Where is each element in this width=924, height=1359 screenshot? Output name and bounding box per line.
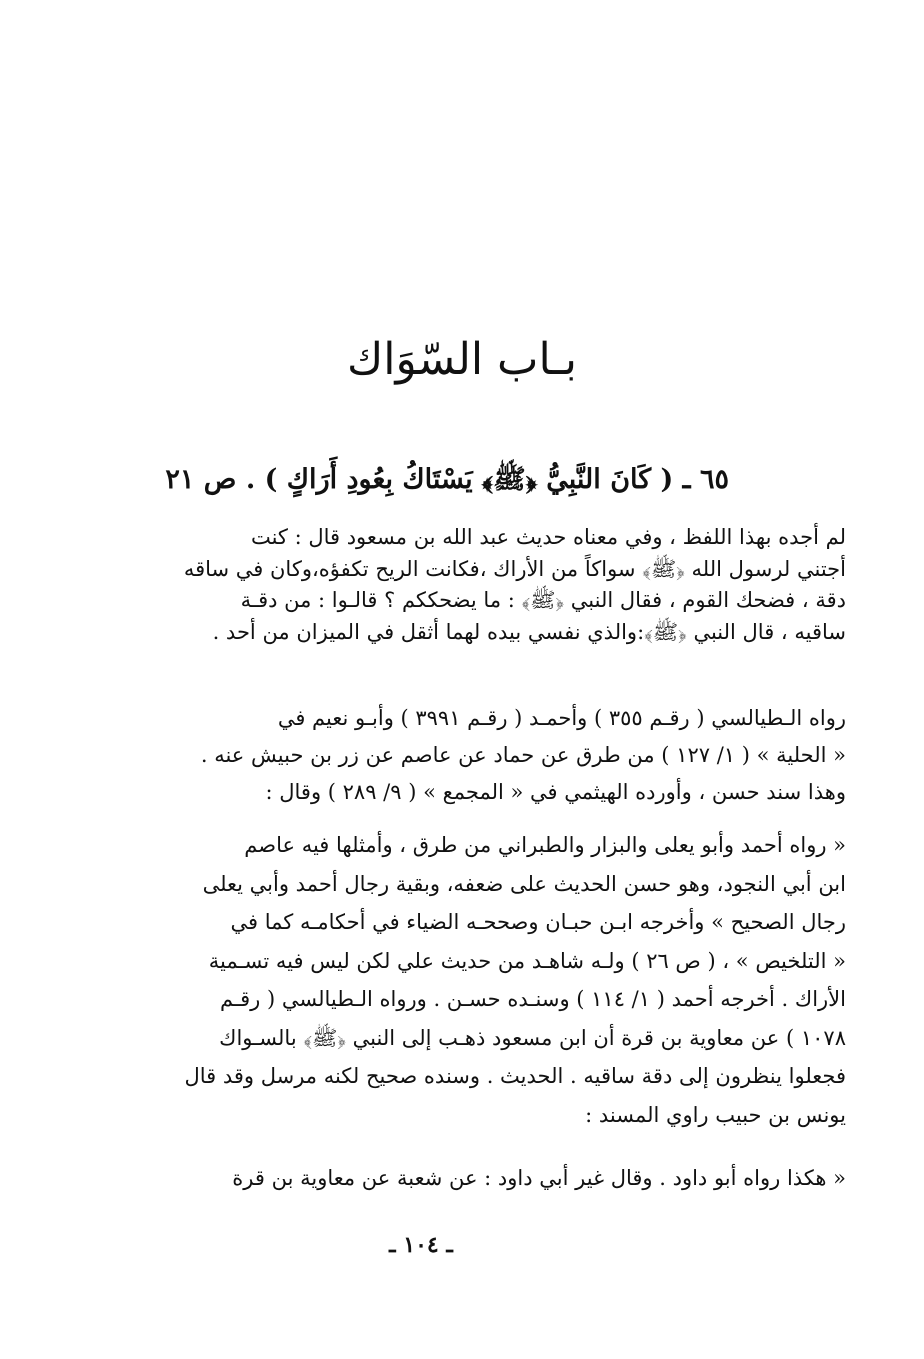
text-line: « الحلية » ( ١/ ١٢٧ ) من طرق عن حماد عن عاصم عن زر بن حبيش عنه . [200,743,846,767]
paragraph-continuation [78,1160,846,1196]
text-line: « التلخيص » ، ( ص ٢٦ ) ولـه شاهـد من حديث علي لكن ليس فيه تسـمية [208,948,846,973]
text-line: أجتني لرسول الله ﴿ﷺ﴾ سواكاً من الأراك ،فكانت الريح تكفؤه،وكان في ساقه [183,556,846,581]
text-line: رجال الصحيح » وأخرجه ابـن حبـان وصححـه الضياء في أحكامـه كما في [230,910,846,934]
text-line: رواه الـطيالسي ( رقـم ٣٥٥ ) وأحمـد ( رقـم ٣٩٩١ ) وأبـو نعيم في [277,706,846,730]
paragraph-sources [78,700,846,811]
text-line: وهذا سند حسن ، وأورده الهيثمي في « المجمع » ( ٩/ ٢٨٩ ) وقال : [265,780,846,804]
text-line: الأراك . أخرجه أحمد ( ١/ ١١٤ ) وسنـده حسـن . ورواه الـطيالسي ( رقـم [220,987,846,1011]
chapter-title: بـاب السّوَاك [346,334,578,385]
text-line: لم أجده بهذا اللفظ ، وفي معناه حديث عبد الله بن مسعود قال : كنت [250,525,846,549]
text-line: ١٠٧٨ ) عن معاوية بن قرة أن ابن مسعود ذهـب إلى النبي ﴿ﷺ﴾ بالسـواك [219,1025,846,1050]
text-line: دقة ، فضحك القوم ، فقال النبي ﴿ﷺ﴾ : ما يضحككم ؟ قالـوا : من دقـة [240,588,846,612]
hadith-heading: ٦٥ ـ ( كَانَ النَّبِيُّ ﴿ﷺ﴾ يَسْتَاكُ بِعُودِ أَرَاكٍ ) . ص ٢١ [165,464,729,495]
text-line: فجعلوا ينظرون إلى دقة ساقيه . الحديث . وسنده صحيح لكنه مرسل وقد قال [184,1064,846,1088]
text-line: « هكذا رواه أبو داود . وقال غير أبي داود : عن شعبة عن معاوية بن قرة [232,1166,846,1190]
text-line: ساقيه ، قال النبي ﴿ﷺ﴾:والذي نفسي بيده لهما أثقل في الميزان من أحد . [212,619,846,644]
text-line: « رواه أحمد وأبو يعلى والبزار والطبراني من طرق ، وأمثلها فيه عاصم [244,833,846,857]
paragraph-commentary [78,522,846,648]
paragraph-quotation [78,826,846,1134]
text-line: ابن أبي النجود، وهو حسن الحديث على ضعفه، وبقية رجال أحمد وأبي يعلى [202,871,846,896]
text-line: يونس بن حبيب راوي المسند : [585,1102,846,1127]
page-number: ـ ١٠٤ ـ [389,1232,453,1258]
